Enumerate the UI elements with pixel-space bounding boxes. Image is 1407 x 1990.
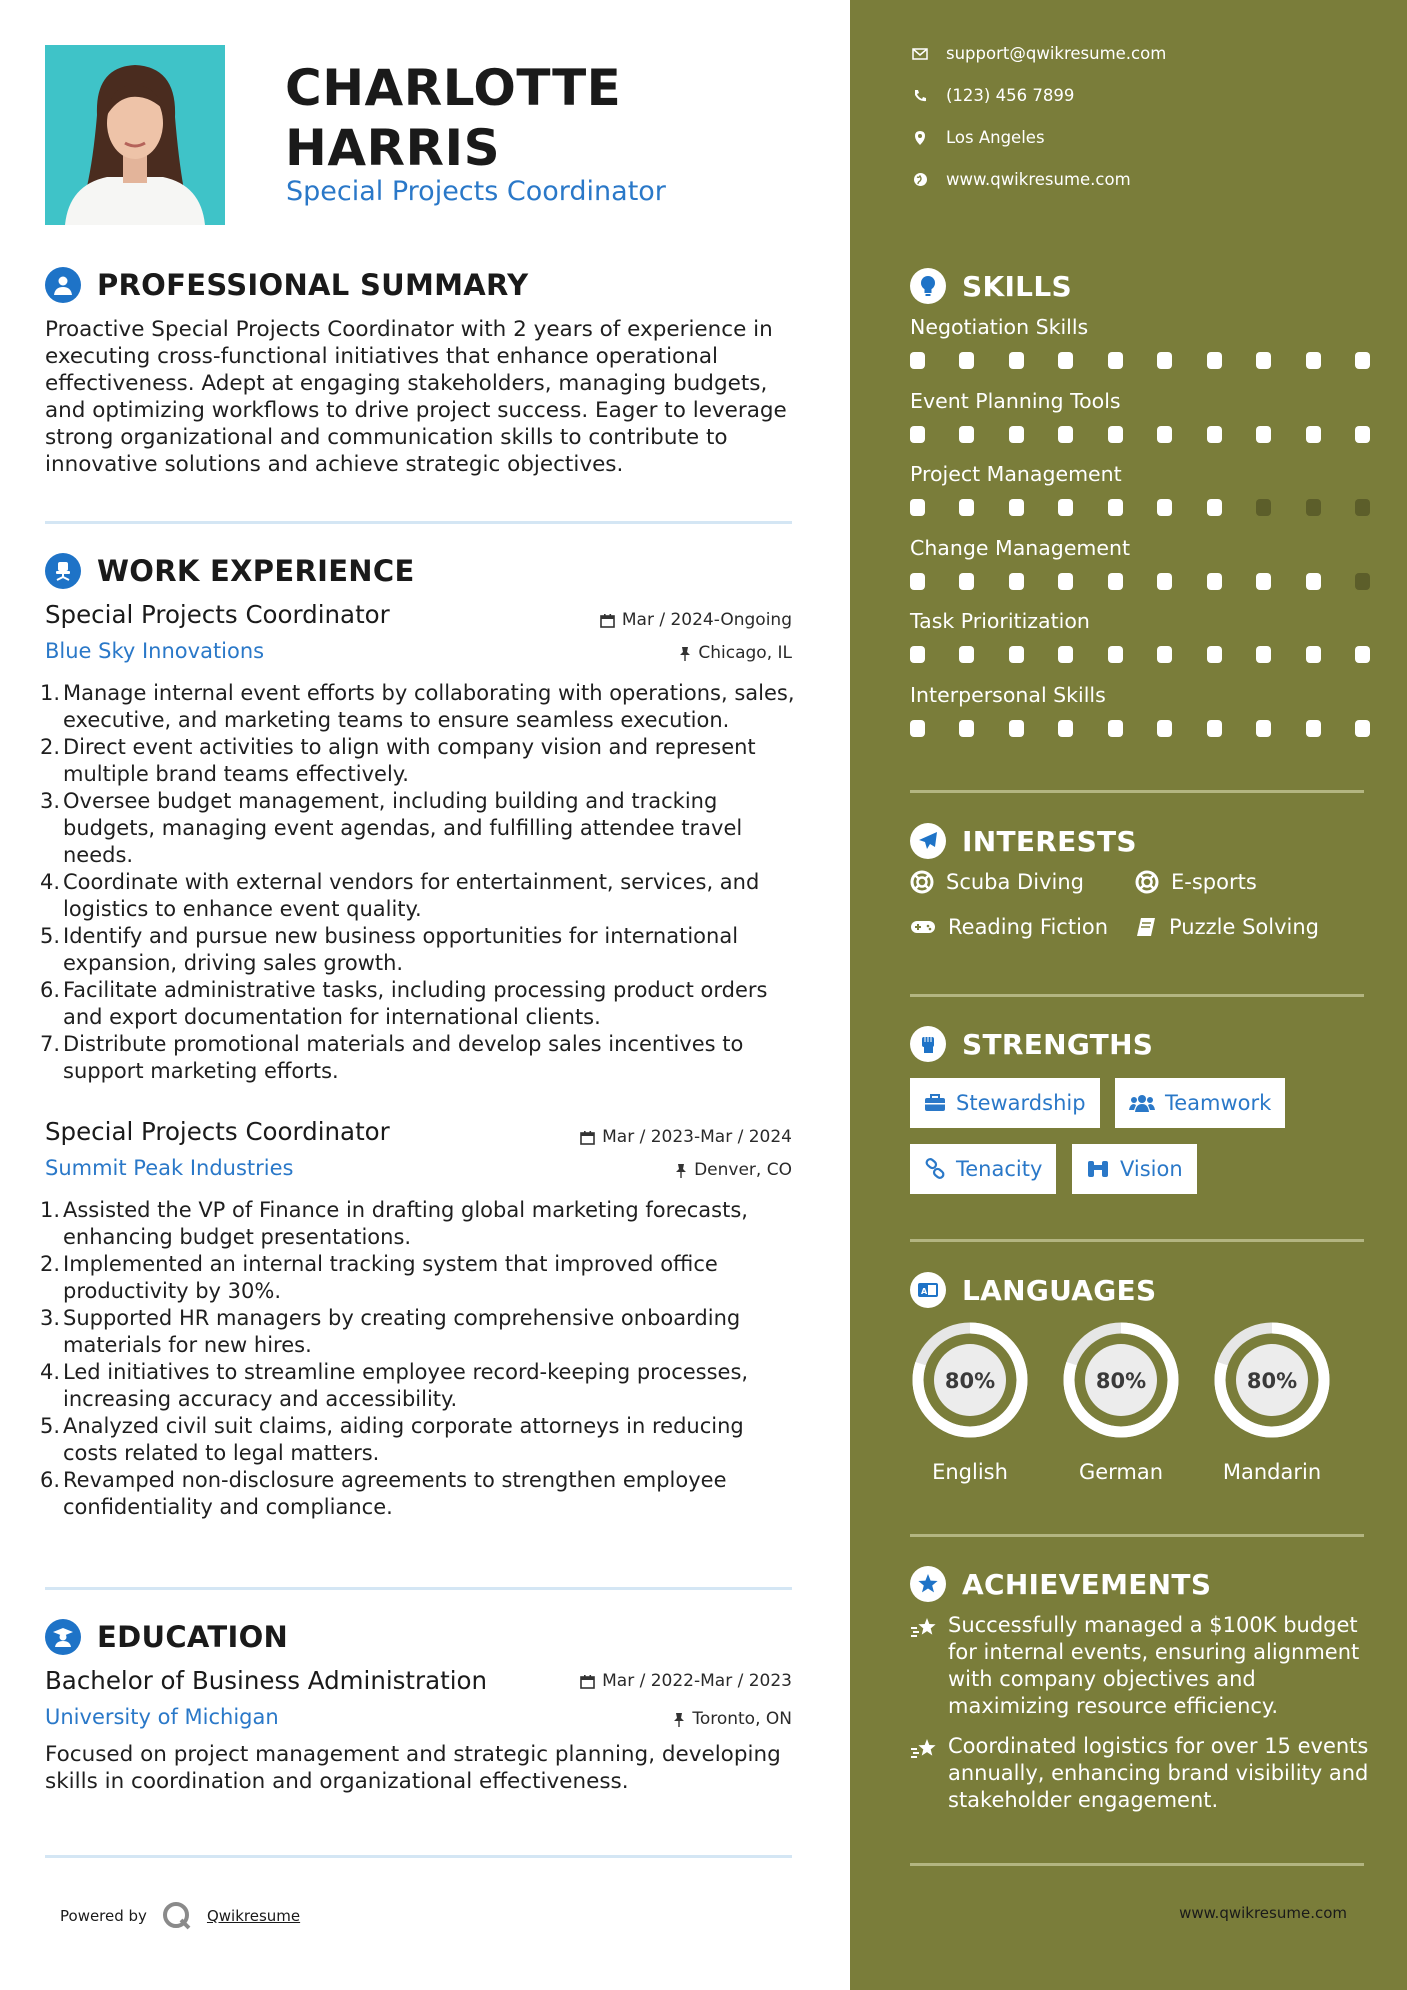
interests-heading xyxy=(910,823,1137,859)
strength-label: Teamwork xyxy=(1165,1091,1272,1115)
paper-plane-icon xyxy=(910,823,946,859)
email-text: support@qwikresume.com xyxy=(946,44,1167,63)
skill-level-dot xyxy=(1058,499,1073,516)
skill-level-dot xyxy=(1306,573,1321,590)
skill-level-dot xyxy=(910,573,925,590)
education-heading xyxy=(45,1619,288,1655)
skill-level-dot xyxy=(1355,573,1370,590)
job-location xyxy=(675,1160,792,1180)
mail-icon xyxy=(910,48,930,60)
list-item: Identify and pursue new business opportunities for international expansion, driving sales growth. xyxy=(63,924,739,975)
contact-website[interactable] xyxy=(910,170,1131,189)
language-name: Mandarin xyxy=(1222,1460,1322,1484)
skill-level-dot xyxy=(1157,499,1172,516)
skill-level-dot xyxy=(959,573,974,590)
skill-level-dot xyxy=(1306,352,1321,369)
skill-level-dot xyxy=(1108,573,1123,590)
skill-level-dot xyxy=(1058,426,1073,443)
shooting-star-icon xyxy=(910,1616,938,1640)
skill-level-dot xyxy=(1058,352,1073,369)
summary-title: PROFESSIONAL SUMMARY xyxy=(97,268,529,302)
job-bullets xyxy=(40,680,800,1085)
skill-level-dots xyxy=(910,499,1370,516)
skill-level-dot xyxy=(1207,573,1222,590)
skill-level-dots xyxy=(910,352,1370,369)
list-item: Supported HR managers by creating comprehensive onboarding materials for new hires. xyxy=(63,1306,741,1357)
qwikresume-logo-icon xyxy=(161,1900,193,1932)
skill-level-dot xyxy=(1256,352,1271,369)
lightbulb-icon xyxy=(910,268,946,304)
skill-level-dot xyxy=(1256,573,1271,590)
link-icon xyxy=(924,1158,946,1180)
skill-level-dot xyxy=(1207,352,1222,369)
skill-level-dots xyxy=(910,426,1370,443)
skill-level-dot xyxy=(1058,573,1073,590)
star-badge-icon xyxy=(910,1566,946,1602)
skill-name: Change Management xyxy=(910,535,1131,560)
language-name: English xyxy=(932,1460,1008,1484)
qwikresume-link[interactable]: Qwikresume xyxy=(206,1907,301,1925)
job-dates-text: Mar / 2024-Ongoing xyxy=(621,610,792,630)
interest-item xyxy=(910,915,1108,939)
job-location xyxy=(679,643,792,663)
job-dates xyxy=(600,610,792,630)
name-line-1: CHARLOTTE xyxy=(285,59,622,117)
skill-level-dot xyxy=(1306,426,1321,443)
footer-website[interactable]: www.qwikresume.com xyxy=(1179,1904,1347,1922)
divider xyxy=(910,790,1364,793)
skill-level-dot xyxy=(1306,720,1321,737)
gauge-label: 80% xyxy=(1095,1369,1147,1393)
achievement-text: Coordinated logistics for over 15 events annually, enhancing brand visibility and stakeholder engagement. xyxy=(948,1734,1369,1812)
skill-level-dot xyxy=(1058,720,1073,737)
divider xyxy=(910,1863,1364,1866)
skill-name: Task Prioritization xyxy=(910,609,1090,633)
company-name: Summit Peak Industries xyxy=(45,1156,294,1180)
gauge-label: 80% xyxy=(1246,1369,1298,1393)
skills-title: SKILLS xyxy=(962,269,1072,303)
language-item xyxy=(1059,1318,1183,1484)
list-item: Direct event activities to align with company vision and represent multiple brand teams effectively. xyxy=(63,735,756,786)
skill-level-dot xyxy=(1009,499,1024,516)
skill-level-dot xyxy=(1058,646,1073,663)
strength-tag xyxy=(1115,1078,1285,1128)
graduate-icon xyxy=(45,1619,81,1655)
candidate-title: Special Projects Coordinator xyxy=(286,176,666,207)
contact-phone[interactable] xyxy=(910,86,1074,105)
calendar-icon xyxy=(600,613,615,628)
strength-tag xyxy=(1072,1144,1197,1194)
interest-label: Scuba Diving xyxy=(946,870,1084,894)
gamepad-icon xyxy=(910,917,936,937)
job-location-text: Chicago, IL xyxy=(698,643,792,663)
skill-level-dot xyxy=(1157,573,1172,590)
list-item: Analyzed civil suit claims, aiding corporate attorneys in reducing costs related to legal matters. xyxy=(63,1414,744,1465)
skill-level-dot xyxy=(1355,426,1370,443)
contact-email[interactable] xyxy=(910,44,1166,63)
achievements-title: ACHIEVEMENTS xyxy=(962,1567,1212,1601)
sidebar xyxy=(850,0,1407,1990)
skill-level-dot xyxy=(910,499,925,516)
skill-level-dot xyxy=(1207,499,1222,516)
language-gauge xyxy=(908,1318,1032,1442)
skill-level-dot xyxy=(1256,426,1271,443)
divider xyxy=(910,994,1364,997)
svg-text:A: A xyxy=(921,1287,928,1296)
list-item: Facilitate administrative tasks, including processing product orders and export documentation for international clients. xyxy=(63,978,768,1029)
education-location xyxy=(673,1709,792,1729)
location-text: Los Angeles xyxy=(946,128,1045,147)
skill-level-dot xyxy=(1157,720,1172,737)
skill-level-dot xyxy=(959,352,974,369)
strength-label: Tenacity xyxy=(956,1157,1043,1181)
job-dates-text: Mar / 2023-Mar / 2024 xyxy=(602,1127,792,1147)
interests-title: INTERESTS xyxy=(962,824,1137,858)
list-item: Led initiatives to streamline employee record-keeping processes, increasing accuracy and accessibility. xyxy=(63,1360,749,1411)
skill-level-dot xyxy=(1009,720,1024,737)
skill-level-dot xyxy=(959,499,974,516)
strength-label: Stewardship xyxy=(956,1091,1086,1115)
languages-heading xyxy=(910,1272,1156,1308)
list-item: Manage internal event efforts by collaborating with operations, sales, executive, and marketing teams to ensure seamless execution. xyxy=(63,681,795,732)
skill-name: Interpersonal Skills xyxy=(910,682,1106,707)
achievements-heading xyxy=(910,1566,1211,1602)
pin-icon xyxy=(679,646,691,661)
website-text: www.qwikresume.com xyxy=(946,170,1131,189)
achievement-item xyxy=(910,1612,1370,1720)
translate-icon xyxy=(910,1272,946,1308)
phone-icon xyxy=(910,89,930,103)
lifebuoy-icon xyxy=(910,870,934,894)
education-title: EDUCATION xyxy=(97,1620,289,1654)
candidate-name xyxy=(285,58,621,178)
summary-heading xyxy=(45,267,528,303)
education-dates xyxy=(580,1671,792,1691)
powered-by xyxy=(60,1900,300,1932)
interest-item xyxy=(1135,870,1257,894)
job-dates xyxy=(580,1127,792,1147)
skill-level-dots xyxy=(910,646,1370,663)
strengths-title: STRENGTHS xyxy=(962,1027,1154,1061)
skill-level-dot xyxy=(1009,646,1024,663)
skill-level-dot xyxy=(1256,646,1271,663)
skill-level-dot xyxy=(1207,720,1222,737)
skill-level-dot xyxy=(1355,646,1370,663)
language-gauge xyxy=(1059,1318,1183,1442)
skill-level-dot xyxy=(1108,646,1123,663)
skill-level-dot xyxy=(1355,720,1370,737)
languages-title: LANGUAGES xyxy=(962,1273,1157,1307)
skill-level-dot xyxy=(1355,499,1370,516)
skill-name: Negotiation Skills xyxy=(910,315,1089,339)
user-icon xyxy=(45,267,81,303)
summary-text: Proactive Special Projects Coordinator with 2 years of experience in executing cross-functional initiatives that enhance operational effectiveness. Adept at engaging stakeholders, managing budgets, and optimizing workflows to drive project success. Eager to leverage strong organizational and communication skills to contribute to innovative solutions and achieve strategic objectives. xyxy=(45,317,787,477)
skill-level-dot xyxy=(910,352,925,369)
fist-icon xyxy=(910,1026,946,1062)
skill-level-dot xyxy=(1157,426,1172,443)
portrait-image xyxy=(45,45,225,225)
powered-by-label: Powered by xyxy=(60,1907,147,1925)
pin-icon xyxy=(675,1163,687,1178)
school-name: University of Michigan xyxy=(45,1705,279,1729)
strength-tag xyxy=(910,1078,1100,1128)
list-item: Revamped non-disclosure agreements to strengthen employee confidentiality and compliance. xyxy=(63,1468,727,1519)
education-dates-text: Mar / 2022-Mar / 2023 xyxy=(602,1671,792,1691)
lifebuoy-icon xyxy=(1135,870,1159,894)
interest-item xyxy=(910,870,1084,894)
calendar-icon xyxy=(580,1130,595,1145)
list-item: Coordinate with external vendors for entertainment, services, and logistics to enhance event quality. xyxy=(63,870,760,921)
binoculars-icon xyxy=(1086,1159,1110,1179)
divider xyxy=(45,1855,792,1858)
skill-level-dot xyxy=(1108,352,1123,369)
skill-level-dot xyxy=(1207,426,1222,443)
skill-level-dot xyxy=(1009,573,1024,590)
phone-text: (123) 456 7899 xyxy=(946,86,1075,105)
degree-title: Bachelor of Business Administration xyxy=(45,1666,488,1695)
divider xyxy=(910,1534,1364,1537)
divider xyxy=(45,521,792,524)
skill-level-dot xyxy=(1306,646,1321,663)
skill-level-dot xyxy=(1256,720,1271,737)
skill-level-dot xyxy=(1207,646,1222,663)
strengths-heading xyxy=(910,1026,1153,1062)
skill-level-dot xyxy=(1108,720,1123,737)
skill-level-dot xyxy=(1009,426,1024,443)
skill-level-dot xyxy=(1157,352,1172,369)
skill-level-dot xyxy=(959,426,974,443)
education-location-text: Toronto, ON xyxy=(692,1709,792,1729)
skill-level-dot xyxy=(1009,352,1024,369)
skill-name: Project Management xyxy=(910,462,1122,486)
job-title: Special Projects Coordinator xyxy=(45,600,390,629)
skill-level-dot xyxy=(959,646,974,663)
job-location-text: Denver, CO xyxy=(694,1160,792,1180)
strength-tag xyxy=(910,1144,1056,1194)
interest-label: Reading Fiction xyxy=(948,915,1109,939)
work-heading xyxy=(45,553,415,589)
skill-level-dot xyxy=(1108,499,1123,516)
office-chair-icon xyxy=(45,553,81,589)
interest-item xyxy=(1135,915,1319,939)
strength-label: Vision xyxy=(1120,1157,1183,1181)
skill-level-dot xyxy=(1306,499,1321,516)
company-name: Blue Sky Innovations xyxy=(45,639,265,663)
list-item: Distribute promotional materials and develop sales incentives to support marketing efforts. xyxy=(63,1032,744,1083)
skill-level-dot xyxy=(1256,499,1271,516)
work-title: WORK EXPERIENCE xyxy=(97,554,415,588)
language-name: German xyxy=(1078,1460,1164,1484)
job-title: Special Projects Coordinator xyxy=(45,1117,390,1146)
skill-level-dot xyxy=(959,720,974,737)
skills-heading xyxy=(910,268,1072,304)
list-item: Implemented an internal tracking system that improved office productivity by 30%. xyxy=(63,1252,718,1303)
interest-label: E-sports xyxy=(1171,870,1257,894)
list-item: Assisted the VP of Finance in drafting global marketing forecasts, enhancing budget presentations. xyxy=(63,1198,748,1249)
language-item xyxy=(1210,1318,1334,1484)
globe-icon xyxy=(910,172,930,187)
skill-level-dot xyxy=(910,426,925,443)
skill-level-dots xyxy=(910,573,1370,590)
location-icon xyxy=(910,130,930,146)
users-icon xyxy=(1129,1093,1155,1113)
shooting-star-icon xyxy=(910,1737,938,1761)
job-bullets xyxy=(40,1197,800,1521)
achievement-text: Successfully managed a $100K budget for internal events, ensuring alignment with company objectives and maximizing resource efficiency. xyxy=(948,1613,1360,1718)
language-item xyxy=(908,1318,1032,1484)
education-description: Focused on project management and strategic planning, developing skills in coordination and organizational effectiveness. xyxy=(45,1742,781,1794)
skill-level-dot xyxy=(910,720,925,737)
divider xyxy=(910,1239,1364,1242)
skill-level-dots xyxy=(910,720,1370,737)
skill-level-dot xyxy=(1157,646,1172,663)
interest-label: Puzzle Solving xyxy=(1169,915,1319,939)
skill-level-dot xyxy=(910,646,925,663)
book-icon xyxy=(1135,916,1157,938)
gauge-label: 80% xyxy=(944,1369,996,1393)
skill-name: Event Planning Tools xyxy=(910,388,1121,413)
list-item: Oversee budget management, including building and tracking budgets, managing event agendas, and fulfilling attendee travel needs. xyxy=(63,789,743,867)
name-line-2: HARRIS xyxy=(285,119,501,177)
achievement-item xyxy=(910,1733,1370,1814)
divider xyxy=(45,1587,792,1590)
contact-location xyxy=(910,128,1045,147)
skill-level-dot xyxy=(1108,426,1123,443)
skill-level-dot xyxy=(1355,352,1370,369)
calendar-icon xyxy=(580,1674,595,1689)
profile-photo xyxy=(45,45,225,225)
language-gauge xyxy=(1210,1318,1334,1442)
briefcase-icon xyxy=(924,1094,946,1112)
pin-icon xyxy=(673,1712,685,1727)
